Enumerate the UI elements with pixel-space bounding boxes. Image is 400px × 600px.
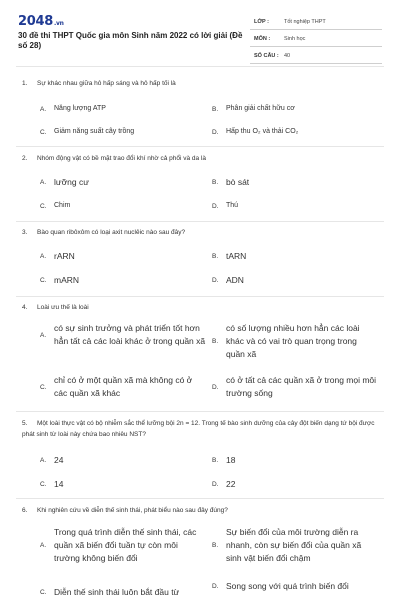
meta-row-count: SỐ CÂU : 40 [250, 50, 382, 64]
option-d[interactable]: D. có ở tất cả các quần xã ở trong mọi môi trường sống [212, 375, 377, 398]
question-stem: 6. Khi nghiên cứu về diễn thế sinh thái, phát biểu nào sau đây đúng? [22, 507, 228, 514]
option-c[interactable]: C. Giảm năng suất cây trồng [40, 128, 135, 136]
question-stem: 2. Nhóm động vật có bề mặt trao đổi khí nhờ cả phổi và da là [22, 155, 207, 162]
option-c[interactable]: C. Diễn thế sinh thái luôn bắt đầu từ [40, 587, 180, 597]
divider [16, 221, 384, 222]
question-stem: 4. Loài ưu thế là loài [22, 304, 89, 311]
option-d[interactable]: D. Thú [212, 202, 239, 210]
divider [16, 411, 384, 412]
site-logo[interactable]: 2048.vn [18, 14, 64, 29]
option-d[interactable]: D. 22 [212, 479, 236, 489]
option-a[interactable]: A. rARN [40, 251, 75, 261]
option-a[interactable]: A. Trong quá trình diễn thế sinh thái, các quần xã biến đổi tuần tự còn môi trường không biến đổi [40, 527, 197, 563]
option-b[interactable]: B. Phân giải chất hữu cơ [212, 105, 295, 113]
option-b[interactable]: B. có số lượng nhiều hơn hẳn các loài khác và có vai trò quan trọng trong quần xã [212, 323, 360, 359]
meta-table [250, 16, 382, 67]
meta-row-class: LỚP : Tốt nghiệp THPT [250, 16, 382, 30]
option-d[interactable]: D. Song song với quá trình biến đổi [212, 581, 349, 591]
option-a[interactable]: A. lưỡng cư [40, 177, 89, 187]
option-c[interactable]: C. Chim [40, 202, 71, 210]
option-c[interactable]: C. chỉ có ở một quần xã mà không có ở các quần xã khác [40, 375, 193, 398]
option-a[interactable]: A. 24 [40, 455, 64, 465]
option-b[interactable]: B. tARN [212, 251, 247, 261]
divider [16, 498, 384, 499]
option-a[interactable]: A. Năng lượng ATP [40, 105, 106, 113]
divider [16, 66, 384, 67]
question-stem: 3. Bào quan ribôxôm có loại axit nuclêic nào sau đây? [22, 229, 186, 236]
option-c[interactable]: C. mARN [40, 275, 80, 285]
divider [16, 296, 384, 297]
option-b[interactable]: B. 18 [212, 455, 236, 465]
question-stem: 5. Một loài thực vật có bộ nhiễm sắc thể lưỡng bội 2n = 12. Trong tế bào sinh dưỡng của cây đột biến dạng tứ bội được phát sinh từ loài này chứa bao nhiêu NST? [22, 420, 375, 438]
option-a[interactable]: A. có sự sinh trưởng và phát triển tốt hơn hẳn tất cả các loài khác ở trong quần xã [40, 323, 206, 346]
question-stem: 1. Sự khác nhau giữa hô hấp sáng và hô hấp tối là [22, 80, 176, 87]
option-b[interactable]: B. Sự biến đổi của môi trường diễn ra nhanh, còn sự biến đổi của quần xã sinh vật biến đổi chậm [212, 527, 362, 563]
document-header [0, 0, 400, 60]
option-c[interactable]: C. 14 [40, 479, 64, 489]
option-b[interactable]: B. bò sát [212, 177, 250, 187]
option-d[interactable]: D. ADN [212, 275, 244, 285]
divider [16, 146, 384, 147]
option-d[interactable]: D. Hấp thu O₂ và thải CO₂ [212, 128, 299, 136]
document-title: 30 đề thi THPT Quốc gia môn Sinh năm 2022 có lời giải (Đề số 28) [18, 31, 243, 50]
meta-row-subject: MÔN : Sinh học [250, 33, 382, 47]
